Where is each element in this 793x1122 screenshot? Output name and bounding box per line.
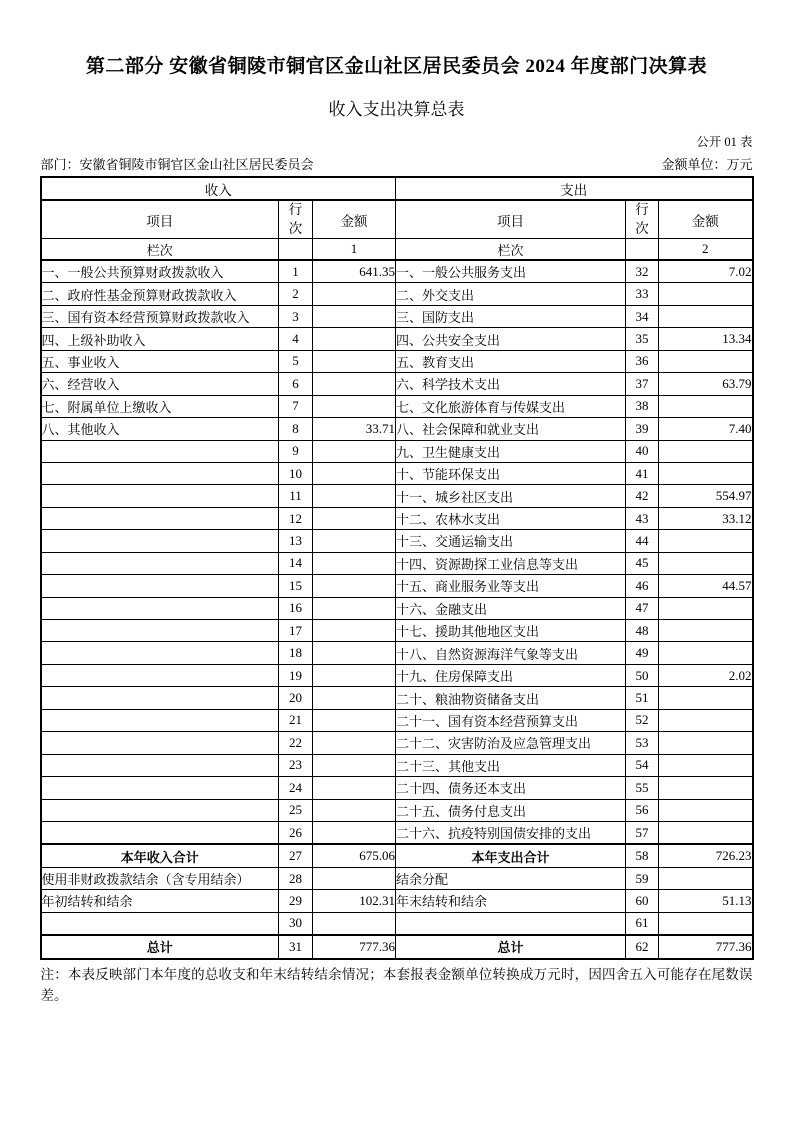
section-header-row [41,177,753,200]
income-amount-cell [313,350,396,372]
expense-amount-cell [659,620,753,642]
income-line-cell: 3 [279,305,313,327]
income-amount-cell [313,597,396,619]
expense-item-cell: 年末结转和结余 [396,890,626,912]
table-row [41,664,753,686]
income-item-cell: 三、国有资本经营预算财政拨款收入 [41,305,279,327]
income-amount-cell [313,283,396,305]
expense-item-cell: 十三、交通运输支出 [396,530,626,552]
income-item-cell [41,462,279,484]
income-line-cell: 20 [279,687,313,709]
expense-item-cell: 十七、援助其他地区支出 [396,620,626,642]
expense-amount-cell: 726.23 [659,844,753,867]
expense-amount-cell [659,687,753,709]
table-row [41,935,753,958]
expense-line-cell: 36 [626,350,659,372]
expense-item-cell: 四、公共安全支出 [396,328,626,350]
expense-line-cell: 39 [626,418,659,440]
expense-item-cell: 二十四、债务还本支出 [396,777,626,799]
income-item-cell [41,620,279,642]
page-title: 第二部分 安徽省铜陵市铜官区金山社区居民委员会 2024 年度部门决算表 [85,56,708,77]
income-line-cell: 11 [279,485,313,507]
income-item-cell: 四、上级补助收入 [41,328,279,350]
expense-amount-cell [659,440,753,462]
expense-amount-cell [659,395,753,417]
expense-line-cell: 54 [626,754,659,776]
income-item-cell [41,575,279,597]
income-line-cell: 26 [279,821,313,844]
expense-line-cell: 35 [626,328,659,350]
table-row [41,283,753,305]
expense-item-cell: 五、教育支出 [396,350,626,372]
table-row [41,597,753,619]
income-item-cell [41,664,279,686]
income-amount-cell [313,373,396,395]
table-meta [41,134,753,173]
income-line-cell: 12 [279,507,313,529]
income-amount-cell: 33.71 [313,418,396,440]
expense-line-cell: 55 [626,777,659,799]
expense-item-cell: 六、科学技术支出 [396,373,626,395]
expense-item-cell: 结余分配 [396,867,626,889]
expense-line-cell: 48 [626,620,659,642]
income-item-cell [41,507,279,529]
expense-amount-cell: 7.40 [659,418,753,440]
table-row [41,799,753,821]
expense-line-cell: 49 [626,642,659,664]
income-line-cell: 10 [279,462,313,484]
expense-line-cell: 50 [626,664,659,686]
income-item-cell: 六、经营收入 [41,373,279,395]
income-item-header: 项目 [41,200,279,239]
income-item-cell: 年初结转和结余 [41,890,279,912]
table-row [41,440,753,462]
expense-line-cell: 46 [626,575,659,597]
table-row [41,754,753,776]
expense-line-cell: 60 [626,890,659,912]
expense-item-cell: 八、社会保障和就业支出 [396,418,626,440]
expense-item-cell: 二十三、其他支出 [396,754,626,776]
table-row [41,552,753,574]
expense-item-cell: 一、一般公共服务支出 [396,260,626,283]
table-row [41,709,753,731]
income-amount-cell [313,754,396,776]
expense-line-header [626,200,659,239]
table-row [41,620,753,642]
expense-amount-header: 金额 [659,200,753,239]
income-amount-cell [313,462,396,484]
expense-amount-cell [659,912,753,935]
table-row [41,732,753,754]
expense-amount-cell: 554.97 [659,485,753,507]
income-item-cell [41,799,279,821]
income-amount-cell [313,507,396,529]
summary-table [40,176,754,960]
expense-item-cell [396,912,626,935]
expense-lanci-label: 栏次 [396,239,626,261]
expense-line-cell: 32 [626,260,659,283]
expense-amount-cell [659,777,753,799]
income-item-cell [41,687,279,709]
expense-amount-cell [659,350,753,372]
expense-item-cell: 十六、金融支出 [396,597,626,619]
expense-item-cell: 十八、自然资源海洋气象等支出 [396,642,626,664]
income-section-header: 收入 [41,177,396,200]
income-item-cell: 二、政府性基金预算财政拨款收入 [41,283,279,305]
column-header-row [41,200,753,239]
income-item-cell [41,777,279,799]
income-line-cell: 21 [279,709,313,731]
expense-item-cell: 十五、商业服务业等支出 [396,575,626,597]
income-col-number: 1 [313,239,396,261]
expense-line-cell: 58 [626,844,659,867]
income-line-cell: 28 [279,867,313,889]
expense-amount-cell [659,552,753,574]
income-item-cell: 八、其他收入 [41,418,279,440]
table-row [41,507,753,529]
income-item-cell [41,821,279,844]
expense-line-cell: 40 [626,440,659,462]
expense-line-cell: 34 [626,305,659,327]
income-line-cell: 13 [279,530,313,552]
income-item-cell [41,530,279,552]
income-line-cell: 30 [279,912,313,935]
expense-item-cell: 十四、资源勘探工业信息等支出 [396,552,626,574]
table-row [41,575,753,597]
income-item-cell: 总计 [41,935,279,958]
expense-item-cell: 二十、粮油物资储备支出 [396,687,626,709]
income-amount-cell [313,620,396,642]
expense-amount-cell [659,283,753,305]
expense-line-cell: 42 [626,485,659,507]
income-item-cell: 使用非财政拨款结余（含专用结余） [41,867,279,889]
income-item-cell [41,485,279,507]
income-amount-cell [313,328,396,350]
income-amount-cell [313,575,396,597]
expense-line-cell: 53 [626,732,659,754]
column-index-row [41,239,753,261]
income-item-cell: 一、一般公共预算财政拨款收入 [41,260,279,283]
expense-amount-cell [659,821,753,844]
expense-amount-cell: 33.12 [659,507,753,529]
page-subtitle: 收入支出决算总表 [328,100,465,119]
table-code: 公开 01 表 [696,135,753,149]
table-row [41,328,753,350]
table-row [41,777,753,799]
expense-line-cell: 57 [626,821,659,844]
income-line-cell: 4 [279,328,313,350]
expense-item-cell: 九、卫生健康支出 [396,440,626,462]
income-line-cell: 25 [279,799,313,821]
income-line-header [279,200,313,239]
income-amount-cell [313,552,396,574]
income-line-cell: 16 [279,597,313,619]
income-line-cell: 15 [279,575,313,597]
expense-item-cell: 七、文化旅游体育与传媒支出 [396,395,626,417]
expense-item-cell: 本年支出合计 [396,844,626,867]
income-amount-cell: 675.06 [313,844,396,867]
table-row [41,844,753,867]
income-line-cell: 14 [279,552,313,574]
expense-line-cell: 38 [626,395,659,417]
meta-row [41,156,753,173]
income-line-cell: 8 [279,418,313,440]
income-amount-cell [313,305,396,327]
income-lanci-line-cell [279,239,313,261]
income-line-cell: 19 [279,664,313,686]
note-text: 注：本表反映部门本年度的总收支和年末结转结余情况；本套报表金额单位转换成万元时，因四舍五入可能存在尾数误差。 [40,966,753,1004]
income-amount-cell [313,687,396,709]
table-row [41,890,753,912]
income-line-cell: 27 [279,844,313,867]
expense-item-cell: 二十六、抗疫特别国债安排的支出 [396,821,626,844]
income-line-cell: 23 [279,754,313,776]
expense-line-cell: 59 [626,867,659,889]
expense-amount-cell [659,799,753,821]
income-line-cell: 7 [279,395,313,417]
expense-item-cell: 二十二、灾害防治及应急管理支出 [396,732,626,754]
income-amount-cell [313,777,396,799]
income-line-cell: 17 [279,620,313,642]
income-item-cell [41,732,279,754]
expense-item-cell: 二十五、债务付息支出 [396,799,626,821]
income-item-cell: 七、附属单位上缴收入 [41,395,279,417]
table-row [41,305,753,327]
income-line-cell: 2 [279,283,313,305]
table-row [41,260,753,283]
expense-line-cell: 37 [626,373,659,395]
income-line-cell: 5 [279,350,313,372]
expense-item-cell: 十二、农林水支出 [396,507,626,529]
income-amount-cell [313,821,396,844]
income-item-cell: 五、事业收入 [41,350,279,372]
expense-amount-cell: 777.36 [659,935,753,958]
expense-line-cell: 51 [626,687,659,709]
income-line-cell: 31 [279,935,313,958]
expense-line-cell: 44 [626,530,659,552]
table-row [41,373,753,395]
table-row [41,867,753,889]
income-amount-cell [313,485,396,507]
unit-label: 金额单位：万元 [661,157,753,172]
expense-line-cell: 56 [626,799,659,821]
income-amount-header: 金额 [313,200,396,239]
table-row [41,642,753,664]
table-row [41,530,753,552]
income-item-cell [41,552,279,574]
expense-amount-cell [659,642,753,664]
income-line-cell: 9 [279,440,313,462]
expense-amount-cell: 2.02 [659,664,753,686]
expense-line-header-label: 行次 [635,202,649,236]
income-lanci-label: 栏次 [41,239,279,261]
income-amount-cell: 102.31 [313,890,396,912]
income-amount-cell [313,732,396,754]
income-item-cell [41,642,279,664]
expense-amount-cell [659,732,753,754]
income-line-cell: 22 [279,732,313,754]
table-row [41,418,753,440]
income-item-cell [41,597,279,619]
income-amount-cell [313,867,396,889]
income-item-cell [41,709,279,731]
expense-amount-cell [659,754,753,776]
income-amount-cell [313,799,396,821]
income-amount-cell: 641.35 [313,260,396,283]
income-amount-cell [313,395,396,417]
expense-line-cell: 52 [626,709,659,731]
table-row [41,462,753,484]
expense-amount-cell [659,709,753,731]
expense-item-cell: 十、节能环保支出 [396,462,626,484]
income-item-cell [41,754,279,776]
expense-line-cell: 61 [626,912,659,935]
expense-amount-cell [659,305,753,327]
expense-line-cell: 47 [626,597,659,619]
income-amount-cell [313,912,396,935]
table-row [41,350,753,372]
income-line-cell: 18 [279,642,313,664]
income-amount-cell [313,709,396,731]
expense-amount-cell: 44.57 [659,575,753,597]
expense-item-cell: 十一、城乡社区支出 [396,485,626,507]
income-amount-cell: 777.36 [313,935,396,958]
expense-line-cell: 41 [626,462,659,484]
income-amount-cell [313,440,396,462]
income-line-cell: 6 [279,373,313,395]
expense-item-cell: 总计 [396,935,626,958]
income-item-cell [41,440,279,462]
table-row [41,912,753,935]
table-row [41,821,753,844]
income-amount-cell [313,530,396,552]
expense-section-header: 支出 [396,177,753,200]
expense-amount-cell [659,867,753,889]
table-row [41,485,753,507]
table-row [41,395,753,417]
expense-item-cell: 十九、住房保障支出 [396,664,626,686]
expense-lanci-line-cell [626,239,659,261]
expense-item-cell: 二、外交支出 [396,283,626,305]
expense-item-cell: 二十一、国有资本经营预算支出 [396,709,626,731]
income-line-cell: 1 [279,260,313,283]
expense-col-number: 2 [659,239,753,261]
expense-amount-cell [659,530,753,552]
expense-amount-cell: 7.02 [659,260,753,283]
expense-item-cell: 三、国防支出 [396,305,626,327]
income-line-cell: 24 [279,777,313,799]
table-row [41,687,753,709]
income-line-cell: 29 [279,890,313,912]
expense-line-cell: 43 [626,507,659,529]
expense-amount-cell [659,462,753,484]
expense-amount-cell [659,597,753,619]
department-label: 部门：安徽省铜陵市铜官区金山社区居民委员会 [40,157,314,172]
income-item-cell: 本年收入合计 [41,844,279,867]
expense-amount-cell: 13.34 [659,328,753,350]
expense-line-cell: 62 [626,935,659,958]
income-line-header-label: 行次 [288,202,303,236]
expense-line-cell: 45 [626,552,659,574]
expense-item-header: 项目 [396,200,626,239]
income-amount-cell [313,642,396,664]
income-item-cell [41,912,279,935]
expense-amount-cell: 63.79 [659,373,753,395]
income-amount-cell [313,664,396,686]
expense-amount-cell: 51.13 [659,890,753,912]
expense-line-cell: 33 [626,283,659,305]
